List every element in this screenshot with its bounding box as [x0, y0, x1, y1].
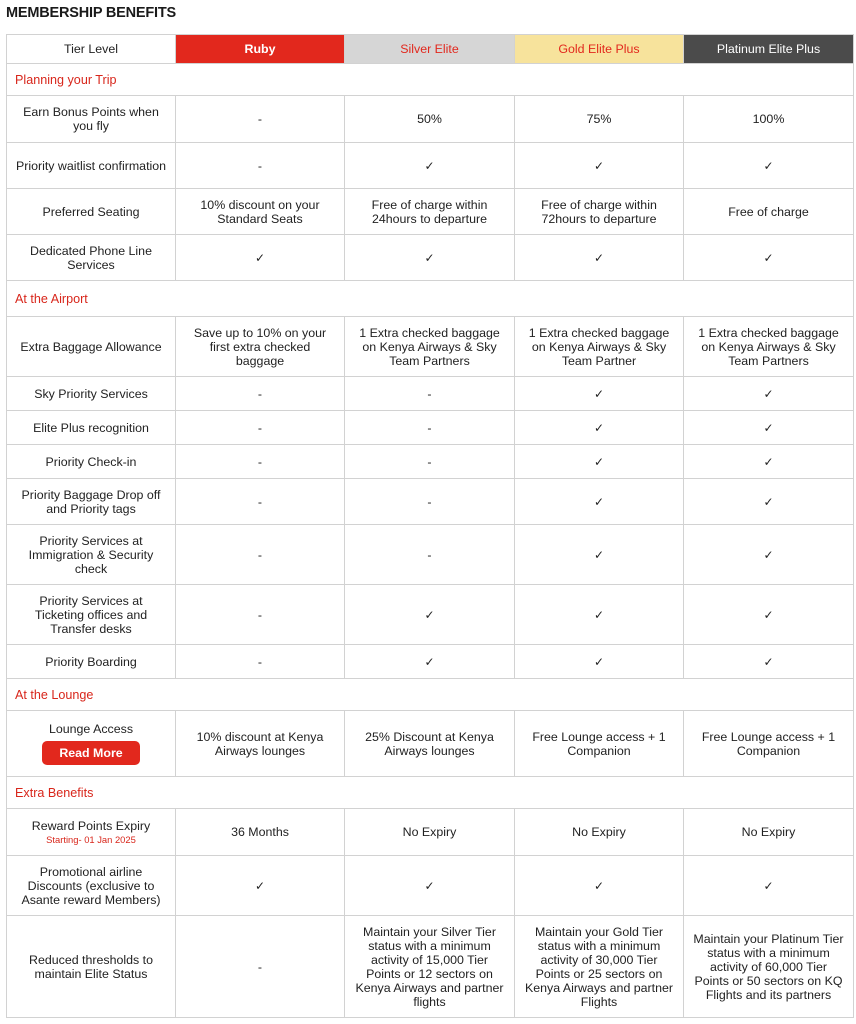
- not-available-dash: -: [345, 411, 515, 445]
- benefit-row: [7, 445, 854, 479]
- check-icon: ✓: [515, 479, 684, 525]
- not-available-dash: -: [176, 143, 345, 189]
- benefit-row: [7, 856, 854, 916]
- check-icon: ✓: [515, 235, 684, 281]
- check-icon: ✓: [345, 585, 515, 645]
- benefit-value: Free of charge within 24hours to departure: [345, 189, 515, 235]
- benefit-label: Reward Points Expiry: [31, 819, 151, 833]
- check-icon: ✓: [515, 377, 684, 411]
- benefit-label-cell: [7, 916, 176, 1018]
- benefit-row: [7, 96, 854, 143]
- benefit-value: 1 Extra checked baggage on Kenya Airways & Sky Team Partner: [515, 317, 684, 377]
- benefit-row: [7, 645, 854, 679]
- not-available-dash: -: [176, 585, 345, 645]
- section-row: [7, 777, 854, 809]
- benefit-row: [7, 411, 854, 445]
- benefit-value: No Expiry: [345, 809, 515, 856]
- benefit-row: [7, 809, 854, 856]
- benefit-row: [7, 585, 854, 645]
- benefit-label: Priority Boarding: [45, 654, 137, 669]
- benefit-label-cell: [7, 189, 176, 235]
- benefit-value: Save up to 10% on your first extra checked baggage: [176, 317, 345, 377]
- tier-header-platinum-elite-plus: Platinum Elite Plus: [684, 35, 854, 64]
- tier-header-gold-elite-plus: Gold Elite Plus: [515, 35, 684, 64]
- tier-level-header: Tier Level: [7, 35, 176, 64]
- benefit-value: 1 Extra checked baggage on Kenya Airways & Sky Team Partners: [684, 317, 854, 377]
- benefit-row: [7, 916, 854, 1018]
- section-title: At the Lounge: [7, 679, 854, 711]
- check-icon: ✓: [345, 235, 515, 281]
- section-title: At the Airport: [7, 281, 854, 317]
- check-icon: ✓: [515, 645, 684, 679]
- benefit-label-cell: [7, 525, 176, 585]
- check-icon: ✓: [515, 411, 684, 445]
- benefit-label-cell: [7, 143, 176, 189]
- benefit-value: No Expiry: [684, 809, 854, 856]
- check-icon: ✓: [345, 856, 515, 916]
- section-row: [7, 281, 854, 317]
- benefit-row: [7, 143, 854, 189]
- benefit-value: Maintain your Silver Tier status with a minimum activity of 15,000 Tier Points or 12 sectors on Kenya Airways and partner flights: [345, 916, 515, 1018]
- benefit-label: Preferred Seating: [42, 204, 140, 219]
- benefit-value: Maintain your Platinum Tier status with a minimum activity of 60,000 Tier Points or 50 sectors on KQ Flights and its partners: [684, 916, 854, 1018]
- check-icon: ✓: [684, 235, 854, 281]
- benefit-label: Priority Services at Ticketing offices and Transfer desks: [34, 593, 148, 636]
- benefit-label: Sky Priority Services: [34, 386, 148, 401]
- benefit-row: [7, 711, 854, 777]
- benefit-label: Reduced thresholds to maintain Elite Status: [29, 952, 153, 981]
- benefit-value: 10% discount at Kenya Airways lounges: [176, 711, 345, 777]
- section-title: Extra Benefits: [7, 777, 854, 809]
- benefit-value: Free Lounge access + 1 Companion: [684, 711, 854, 777]
- benefit-label-cell: [7, 809, 176, 856]
- benefit-label-cell: [7, 377, 176, 411]
- check-icon: ✓: [684, 377, 854, 411]
- benefit-label-cell: [7, 585, 176, 645]
- not-available-dash: -: [345, 479, 515, 525]
- benefit-label-cell: [7, 856, 176, 916]
- benefit-value: 100%: [684, 96, 854, 143]
- benefit-label: Elite Plus recognition: [33, 420, 149, 435]
- benefit-label-cell: [7, 411, 176, 445]
- benefit-row: [7, 189, 854, 235]
- check-icon: ✓: [176, 235, 345, 281]
- benefit-value: 75%: [515, 96, 684, 143]
- starting-date-note: Starting- 01 Jan 2025: [46, 834, 136, 845]
- section-row: [7, 679, 854, 711]
- benefit-label-cell: [7, 711, 176, 777]
- benefit-label-cell: [7, 317, 176, 377]
- check-icon: ✓: [515, 525, 684, 585]
- check-icon: ✓: [684, 411, 854, 445]
- not-available-dash: -: [176, 445, 345, 479]
- benefit-value: No Expiry: [515, 809, 684, 856]
- page-title: MEMBERSHIP BENEFITS: [6, 5, 176, 21]
- check-icon: ✓: [345, 645, 515, 679]
- check-icon: ✓: [684, 525, 854, 585]
- not-available-dash: -: [176, 96, 345, 143]
- benefit-label-cell: [7, 96, 176, 143]
- benefit-value: 36 Months: [176, 809, 345, 856]
- benefit-label: Priority Baggage Drop off and Priority tags: [21, 487, 161, 516]
- check-icon: ✓: [345, 143, 515, 189]
- benefit-value: Free Lounge access + 1 Companion: [515, 711, 684, 777]
- check-icon: ✓: [515, 143, 684, 189]
- tier-header-row: [7, 35, 854, 64]
- read-more-button[interactable]: Read More: [42, 741, 139, 765]
- check-icon: ✓: [684, 143, 854, 189]
- benefit-value: 50%: [345, 96, 515, 143]
- check-icon: ✓: [684, 645, 854, 679]
- not-available-dash: -: [176, 525, 345, 585]
- check-icon: ✓: [515, 856, 684, 916]
- not-available-dash: -: [345, 377, 515, 411]
- benefit-label: Dedicated Phone Line Services: [30, 243, 152, 272]
- benefit-row: [7, 479, 854, 525]
- benefit-label-cell: [7, 445, 176, 479]
- benefit-row: [7, 377, 854, 411]
- check-icon: ✓: [684, 479, 854, 525]
- benefit-row: [7, 235, 854, 281]
- benefit-row: [7, 317, 854, 377]
- not-available-dash: -: [176, 411, 345, 445]
- benefit-value: Free of charge: [684, 189, 854, 235]
- benefit-label: Lounge Access: [48, 722, 134, 736]
- not-available-dash: -: [176, 645, 345, 679]
- check-icon: ✓: [515, 585, 684, 645]
- benefit-value: 10% discount on your Standard Seats: [176, 189, 345, 235]
- benefit-value: 25% Discount at Kenya Airways lounges: [345, 711, 515, 777]
- check-icon: ✓: [684, 585, 854, 645]
- benefit-label: Promotional airline Discounts (exclusive to Asante reward Members): [21, 864, 161, 907]
- benefit-label-cell: [7, 235, 176, 281]
- check-icon: ✓: [684, 445, 854, 479]
- benefit-value: Maintain your Gold Tier status with a minimum activity of 30,000 Tier Points or 25 sectors on Kenya Airways and partner Flights: [515, 916, 684, 1018]
- check-icon: ✓: [176, 856, 345, 916]
- tier-header-ruby: Ruby: [176, 35, 345, 64]
- benefit-label: Priority Check-in: [45, 454, 137, 469]
- benefit-label: Priority Services at Immigration & Security check: [28, 533, 154, 576]
- benefit-label: Extra Baggage Allowance: [20, 339, 162, 354]
- benefit-value: Free of charge within 72hours to departure: [515, 189, 684, 235]
- not-available-dash: -: [176, 479, 345, 525]
- benefit-label-cell: [7, 645, 176, 679]
- benefits-table: [6, 34, 854, 1018]
- not-available-dash: -: [345, 525, 515, 585]
- benefit-label: Priority waitlist confirmation: [15, 158, 167, 173]
- benefit-row: [7, 525, 854, 585]
- section-row: [7, 64, 854, 96]
- not-available-dash: -: [176, 377, 345, 411]
- not-available-dash: -: [345, 445, 515, 479]
- not-available-dash: -: [176, 916, 345, 1018]
- benefit-value: 1 Extra checked baggage on Kenya Airways & Sky Team Partners: [345, 317, 515, 377]
- tier-header-silver-elite: Silver Elite: [345, 35, 515, 64]
- section-title: Planning your Trip: [7, 64, 854, 96]
- check-icon: ✓: [684, 856, 854, 916]
- benefit-label: Earn Bonus Points when you fly: [23, 105, 159, 133]
- check-icon: ✓: [515, 445, 684, 479]
- benefit-label-cell: [7, 479, 176, 525]
